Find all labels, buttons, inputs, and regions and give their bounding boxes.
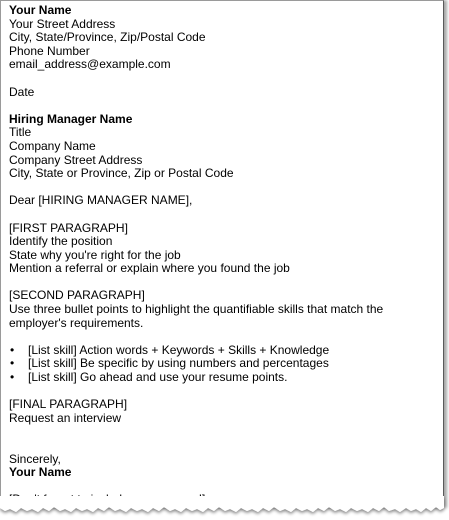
sender-phone: Phone Number: [9, 43, 90, 58]
skill-text: [List skill] Be specific by using numbers and percentages: [28, 356, 329, 371]
torn-paper-edge: [0, 496, 449, 520]
signature-name: Your Name: [9, 465, 72, 480]
list-item: [9, 357, 441, 371]
final-paragraph: [9, 398, 441, 425]
sender-street: Your Street Address: [9, 16, 116, 31]
recipient-title: Title: [9, 125, 32, 140]
letter-date: Date: [9, 84, 35, 99]
closing-block: [9, 453, 441, 480]
first-paragraph: [9, 222, 441, 276]
first-paragraph-line: Identify the position: [9, 234, 113, 249]
final-paragraph-heading: [FINAL PARAGRAPH]: [9, 397, 128, 412]
sender-block: [9, 4, 441, 72]
second-paragraph-heading: [SECOND PARAGRAPH]: [9, 288, 145, 303]
bullet-icon: •: [10, 356, 15, 371]
sender-name: Your Name: [9, 3, 72, 17]
salutation: Dear [HIRING MANAGER NAME],: [9, 193, 193, 208]
recipient-block: [9, 113, 441, 181]
skill-text: [List skill] Go ahead and use your resume points.: [28, 370, 288, 385]
first-paragraph-line: Mention a referral or explain where you found the job: [9, 261, 290, 276]
closing: Sincerely,: [9, 451, 61, 466]
recipient-city: City, State or Province, Zip or Postal Code: [9, 166, 234, 181]
first-paragraph-heading: [FIRST PARAGRAPH]: [9, 220, 128, 235]
second-paragraph-text: Use three bullet points to highlight the quantifiable skills that match the employer's requirements.: [9, 302, 384, 330]
cover-letter-template: [9, 4, 441, 507]
bullet-icon: •: [10, 370, 15, 385]
second-paragraph: [9, 289, 441, 384]
sender-email: email_address@example.com: [9, 57, 171, 72]
bullet-icon: •: [10, 342, 15, 357]
recipient-company: Company Name: [9, 138, 96, 153]
list-item: [9, 371, 441, 385]
sender-city: City, State/Province, Zip/Postal Code: [9, 30, 206, 45]
recipient-street: Company Street Address: [9, 152, 143, 167]
skill-text: [List skill] Action words + Keywords + Skills + Knowledge: [28, 342, 330, 357]
recipient-name: Hiring Manager Name: [9, 111, 133, 126]
skills-bullet-list: [9, 344, 441, 385]
first-paragraph-line: State why you're right for the job: [9, 247, 181, 262]
final-paragraph-text: Request an interview: [9, 410, 122, 425]
list-item: [9, 344, 441, 358]
